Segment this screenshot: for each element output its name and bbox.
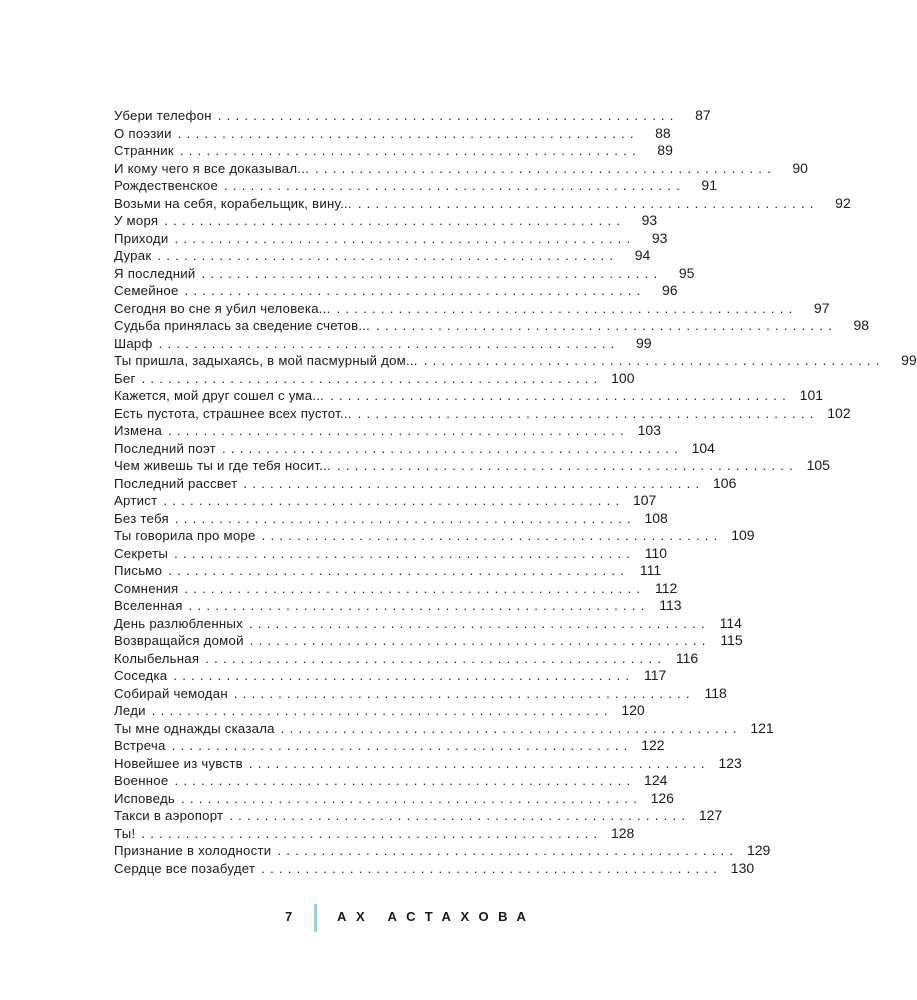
- toc-entry-title: Ты пришла, задыхаясь, в мой пасмурный дом...: [114, 353, 418, 368]
- toc-entry-page: 99: [901, 352, 917, 368]
- toc-entry: [114, 422, 661, 440]
- toc-leader-dots: ....................................................: [157, 248, 619, 263]
- toc-entry-title: Приходи: [114, 230, 169, 246]
- toc-entry: [114, 859, 755, 878]
- toc-leader-dots: ....................................................: [141, 370, 603, 386]
- toc-entry-page: 87: [695, 107, 711, 123]
- toc-entry-title: Письмо: [114, 563, 163, 578]
- toc-entry-title: Возьми на себя, корабельщик, вину...: [114, 195, 352, 211]
- footer-divider: [314, 904, 317, 932]
- toc-entry: [114, 632, 743, 650]
- toc-leader-dots: ....................................................: [184, 580, 646, 596]
- toc-entry-title: Встреча: [114, 738, 166, 753]
- toc-entry-title: Ты говорила про море: [114, 528, 256, 543]
- toc-leader-dots: ....................................................: [249, 633, 711, 648]
- toc-entry-title: Дурак: [114, 248, 152, 263]
- toc-entry: [114, 334, 652, 353]
- toc-entry-page: 93: [651, 229, 668, 246]
- toc-leader-dots: ....................................................: [217, 108, 679, 123]
- toc-entry-title: Вселенная: [114, 598, 183, 613]
- toc-entry-title: Последний поэт: [114, 440, 216, 456]
- toc-entry: [114, 107, 711, 125]
- toc-entry-title: Собирай чемодан: [114, 685, 228, 701]
- toc-entry-title: Странник: [114, 143, 174, 158]
- toc-entry-page: 108: [644, 509, 668, 526]
- toc-entry: [114, 772, 668, 790]
- toc-leader-dots: ....................................................: [337, 458, 798, 473]
- toc-entry-page: 116: [675, 649, 699, 666]
- toc-entry-title: Без тебя: [114, 510, 169, 526]
- toc-leader-dots: ....................................................: [184, 283, 646, 298]
- toc-leader-dots: ....................................................: [158, 335, 620, 351]
- toc-entry: [114, 597, 682, 615]
- toc-entry: [114, 509, 668, 528]
- toc-entry-page: 129: [746, 842, 771, 858]
- toc-entry: [114, 124, 671, 143]
- toc-entry-title: Измена: [114, 423, 163, 438]
- toc-entry-page: 106: [713, 474, 737, 491]
- toc-entry-page: 127: [698, 807, 723, 823]
- toc-entry-title: Ты мне однажды сказала: [114, 720, 275, 736]
- toc-entry-page: 130: [730, 859, 755, 876]
- toc-entry-title: Кажется, мой друг сошел с ума...: [114, 388, 325, 403]
- toc-entry: [114, 789, 674, 808]
- toc-leader-dots: ....................................................: [224, 178, 685, 193]
- toc-entry-title: Шарф: [114, 335, 153, 351]
- toc-leader-dots: ....................................................: [280, 720, 742, 736]
- toc-leader-dots: ....................................................: [168, 423, 629, 438]
- toc-entry: [114, 842, 771, 860]
- toc-entry: [114, 719, 774, 738]
- toc-leader-dots: ....................................................: [173, 668, 635, 683]
- toc-entry: [114, 299, 830, 318]
- toc-entry-page: 111: [639, 562, 662, 578]
- toc-entry-page: 115: [720, 632, 743, 648]
- toc-entry-page: 110: [644, 544, 668, 561]
- toc-entry: [114, 457, 830, 475]
- toc-entry-page: 123: [718, 754, 742, 771]
- toc-leader-dots: ....................................................: [177, 125, 639, 141]
- toc-entry-title: Я последний: [114, 265, 196, 281]
- toc-entry: [114, 544, 668, 563]
- toc-entry-page: 94: [634, 247, 651, 263]
- toc-leader-dots: ....................................................: [179, 143, 641, 158]
- toc-entry: [114, 177, 717, 195]
- toc-leader-dots: ....................................................: [221, 440, 683, 456]
- toc-entry: [114, 247, 651, 265]
- toc-entry-title: Возвращайся домой: [114, 633, 244, 648]
- toc-leader-dots: ....................................................: [168, 563, 630, 578]
- toc-entry-title: Бег: [114, 370, 136, 386]
- toc-leader-dots: ....................................................: [229, 808, 691, 823]
- toc-entry-title: Военное: [114, 773, 169, 788]
- running-author: АХ АСТАХОВА: [337, 909, 536, 924]
- toc-entry-page: 126: [650, 789, 674, 806]
- toc-leader-dots: ....................................................: [423, 353, 885, 368]
- toc-entry-title: Колыбельная: [114, 650, 200, 666]
- toc-entry-title: Соседка: [114, 668, 168, 683]
- toc-entry-title: Артист: [114, 493, 158, 508]
- toc-entry-page: 120: [621, 702, 645, 718]
- toc-entry: [114, 264, 695, 283]
- toc-entry-title: Сомнения: [114, 580, 179, 596]
- toc-entry: [114, 439, 715, 458]
- toc-entry-title: Секреты: [114, 545, 169, 561]
- toc-leader-dots: ....................................................: [248, 755, 710, 771]
- toc-entry: [114, 562, 662, 580]
- toc-entry-title: Рождественское: [114, 178, 219, 193]
- toc-entry-title: Новейшее из чувств: [114, 755, 243, 771]
- toc-leader-dots: ....................................................: [315, 160, 776, 176]
- toc-leader-dots: ....................................................: [205, 650, 667, 666]
- toc-entry: [114, 807, 723, 825]
- toc-entry-title: Убери телефон: [114, 108, 212, 123]
- toc-leader-dots: ....................................................: [174, 545, 636, 561]
- toc-entry: [114, 684, 727, 703]
- toc-entry-page: 104: [691, 439, 715, 456]
- toc-leader-dots: ....................................................: [376, 318, 838, 333]
- toc-leader-dots: ....................................................: [248, 615, 710, 631]
- toc-entry-title: Признание в холодности: [114, 843, 272, 858]
- page-footer: [0, 904, 644, 934]
- toc-leader-dots: ....................................................: [277, 843, 739, 858]
- toc-entry: [114, 579, 678, 598]
- toc-leader-dots: ....................................................: [174, 510, 636, 526]
- toc-entry-title: Ты!: [114, 825, 136, 841]
- toc-leader-dots: ....................................................: [357, 405, 819, 421]
- toc-leader-dots: ....................................................: [174, 773, 636, 788]
- toc-leader-dots: ....................................................: [233, 685, 695, 701]
- toc-leader-dots: ....................................................: [164, 213, 626, 228]
- toc-entry: [114, 387, 824, 405]
- toc-leader-dots: ....................................................: [174, 230, 636, 246]
- toc-entry: [114, 317, 870, 335]
- toc-entry: [114, 159, 808, 178]
- toc-leader-dots: ....................................................: [171, 738, 633, 753]
- toc-entry-page: 97: [813, 299, 830, 316]
- toc-entry-title: Есть пустота, страшнее всех пустот...: [114, 405, 352, 421]
- toc-entry-page: 89: [657, 142, 673, 158]
- toc-entry-title: Сердце все позабудет: [114, 860, 256, 876]
- toc-entry: [114, 492, 657, 510]
- toc-entry-title: И кому чего я все доказывал...: [114, 160, 310, 176]
- toc-leader-dots: ....................................................: [151, 703, 613, 718]
- table-of-contents: [114, 107, 917, 877]
- toc-entry: [114, 754, 742, 773]
- toc-leader-dots: ....................................................: [336, 300, 798, 316]
- toc-entry-title: Сегодня во сне я убил человека...: [114, 300, 331, 316]
- toc-entry-title: Чем живешь ты и где тебя носит...: [114, 458, 332, 473]
- toc-entry-page: 92: [835, 194, 851, 211]
- toc-entry-page: 96: [661, 282, 678, 298]
- toc-leader-dots: ....................................................: [201, 265, 663, 281]
- toc-leader-dots: ....................................................: [141, 825, 603, 841]
- toc-entry-page: 112: [654, 579, 678, 596]
- toc-entry-title: У моря: [114, 213, 159, 228]
- toc-entry: [114, 702, 645, 720]
- toc-entry: [114, 527, 755, 545]
- toc-entry: [114, 352, 917, 370]
- toc-entry: [114, 737, 665, 755]
- toc-entry-page: 107: [632, 492, 657, 508]
- toc-entry-page: 103: [637, 422, 661, 438]
- toc-entry: [114, 649, 699, 668]
- toc-entry-title: Леди: [114, 703, 146, 718]
- toc-entry: [114, 824, 635, 843]
- toc-entry-title: О поэзии: [114, 125, 172, 141]
- toc-entry: [114, 667, 667, 685]
- toc-entry: [114, 614, 742, 633]
- toc-leader-dots: ....................................................: [243, 475, 705, 491]
- toc-entry-page: 88: [655, 124, 671, 141]
- page-number: 7: [285, 909, 294, 924]
- toc-entry-page: 91: [701, 177, 717, 193]
- toc-leader-dots: ....................................................: [188, 598, 650, 613]
- toc-leader-dots: ....................................................: [357, 195, 819, 211]
- toc-entry-title: Такси в аэропорт: [114, 808, 224, 823]
- toc-entry: [114, 282, 678, 300]
- toc-leader-dots: ....................................................: [163, 493, 625, 508]
- toc-entry: [114, 142, 673, 160]
- toc-entry-page: 101: [799, 387, 824, 403]
- toc-entry-page: 102: [827, 404, 851, 421]
- toc-leader-dots: ....................................................: [261, 860, 723, 876]
- toc-entry-page: 117: [643, 667, 667, 683]
- toc-entry-page: 128: [610, 824, 635, 841]
- toc-entry-page: 95: [678, 264, 695, 281]
- toc-entry: [114, 229, 668, 248]
- toc-entry-title: День разлюбленных: [114, 615, 243, 631]
- toc-entry: [114, 474, 737, 493]
- toc-entry-page: 118: [704, 684, 727, 701]
- toc-entry-title: Последний рассвет: [114, 475, 238, 491]
- toc-entry-page: 105: [806, 457, 830, 473]
- toc-entry: [114, 369, 635, 388]
- toc-entry-page: 109: [731, 527, 755, 543]
- toc-entry-page: 121: [750, 719, 774, 736]
- toc-entry: [114, 404, 851, 423]
- toc-entry-page: 93: [641, 212, 658, 228]
- toc-entry-page: 99: [635, 334, 652, 351]
- toc-entry-title: Исповедь: [114, 790, 176, 806]
- toc-entry: [114, 194, 851, 213]
- toc-entry-title: Судьба принялась за сведение счетов...: [114, 318, 371, 333]
- toc-entry-page: 90: [792, 159, 808, 176]
- toc-leader-dots: ....................................................: [330, 388, 792, 403]
- toc-entry-page: 113: [659, 597, 682, 613]
- toc-entry-page: 100: [611, 369, 635, 386]
- toc-entry-title: Семейное: [114, 283, 179, 298]
- toc-entry-page: 122: [641, 737, 665, 753]
- toc-entry: [114, 212, 658, 230]
- toc-entry-page: 114: [719, 614, 742, 631]
- toc-entry-page: 98: [853, 317, 870, 333]
- toc-leader-dots: ....................................................: [261, 528, 723, 543]
- toc-entry-page: 124: [644, 772, 668, 788]
- toc-leader-dots: ....................................................: [181, 790, 642, 806]
